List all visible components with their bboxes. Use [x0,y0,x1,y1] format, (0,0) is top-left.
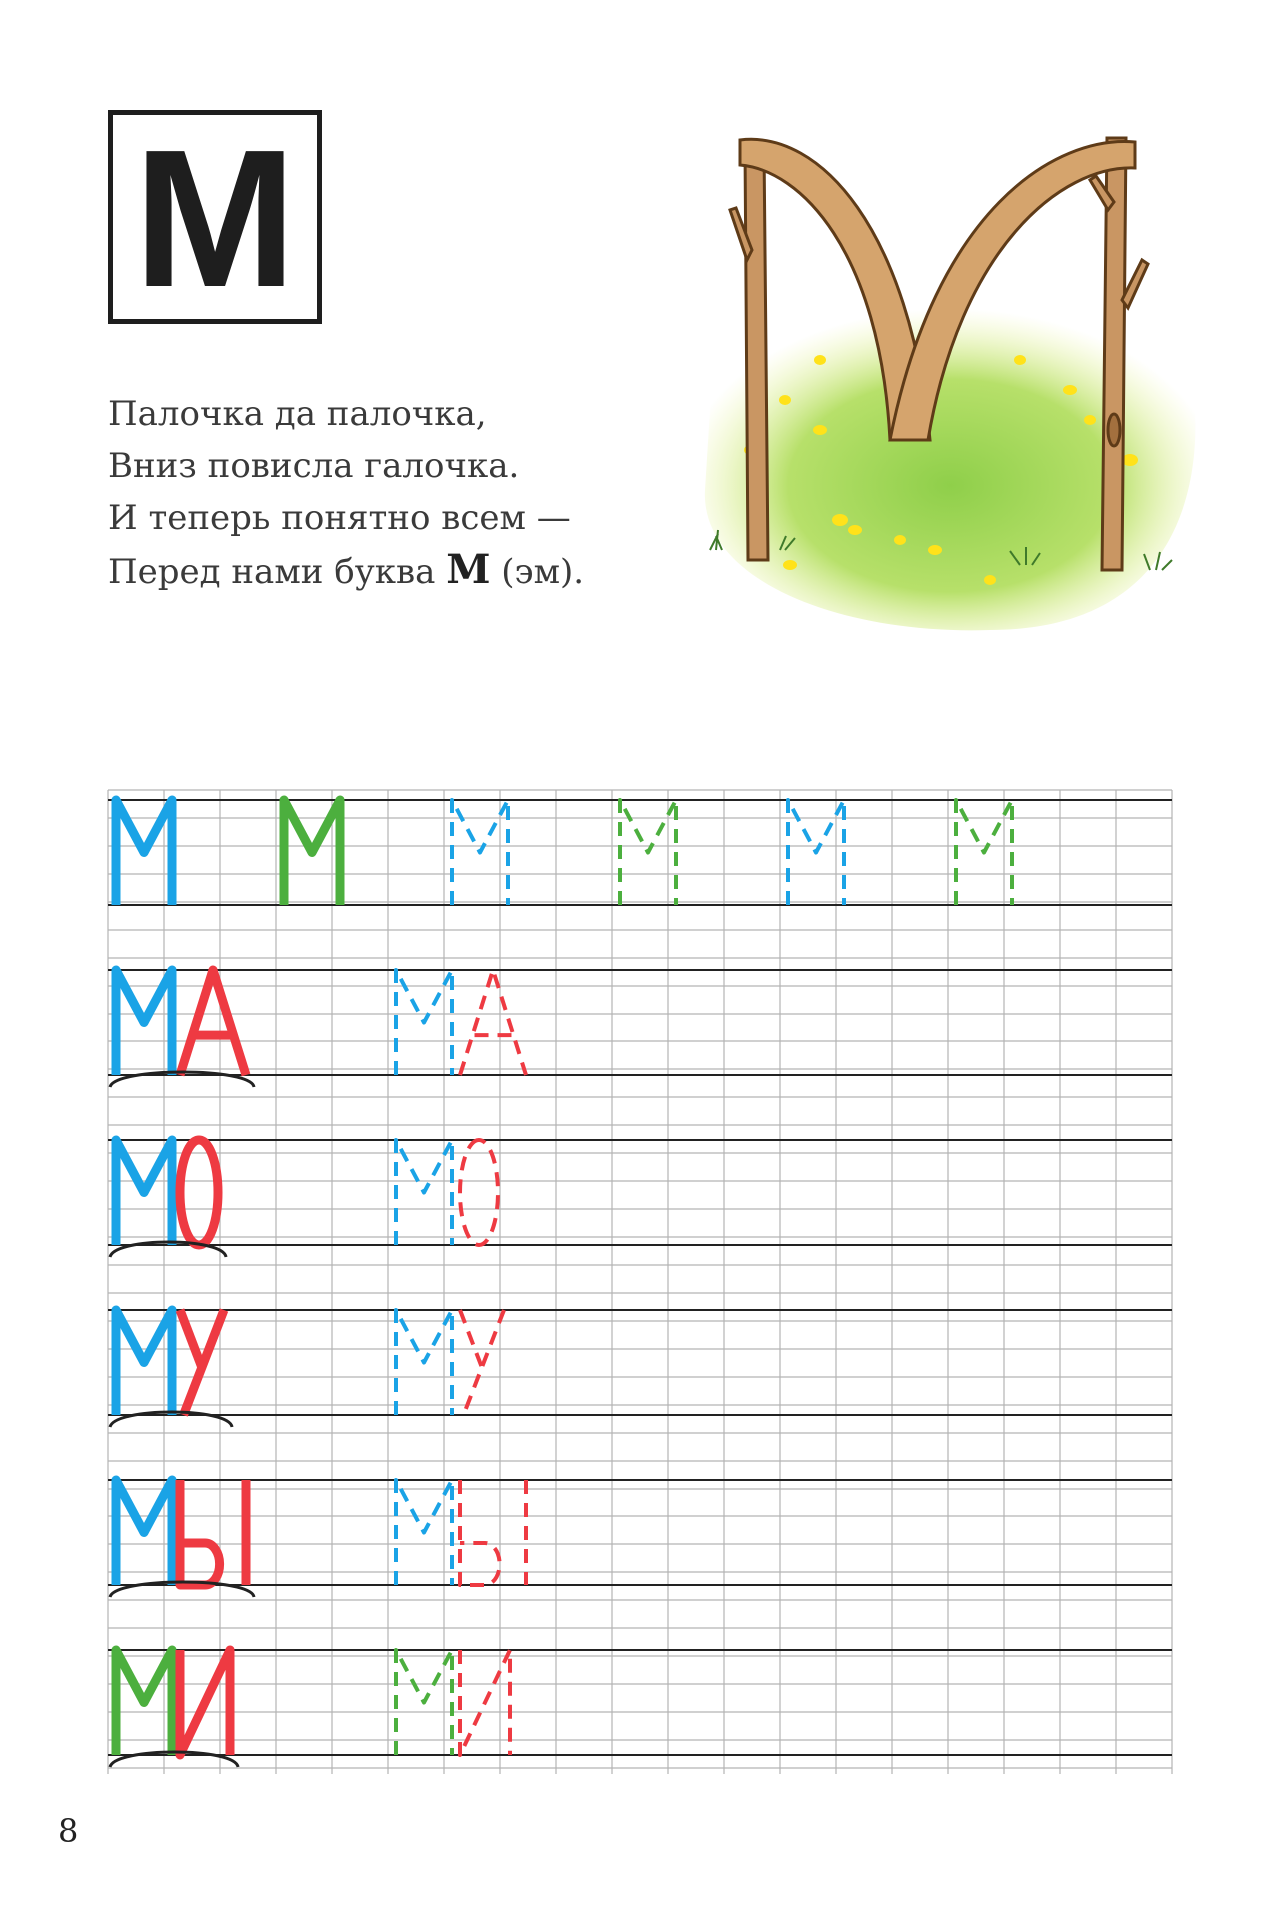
glyph-stroke [452,800,508,905]
syllable-4-2-letter-2 [460,1480,526,1585]
syllable-2-2-letter-1 [396,1140,452,1245]
glyph-stroke [460,1480,500,1585]
poem-line-4-prefix: Перед нами буква [108,552,447,592]
glyph-stroke [396,1310,452,1415]
page-number: 8 [58,1812,79,1850]
tracing-m-4 [620,800,676,905]
glyph-stroke [180,970,246,1075]
syllable-1-2-letter-1 [396,970,452,1075]
glyph-stroke [460,1140,498,1245]
glyph-stroke [180,1310,202,1368]
syllable-1-1-letter-2 [180,970,246,1075]
syllable-5-2-letter-1 [396,1650,452,1755]
glyph-stroke [184,1310,224,1415]
syllable-4-1-letter-1 [116,1480,172,1585]
letter-box [108,109,322,328]
syllable-merge-arc [110,1752,238,1767]
grid-lines [108,790,1172,1774]
glyph-stroke [116,1480,172,1585]
syllable-1-1-letter-1 [116,970,172,1075]
syllable-3-1-letter-2 [180,1310,224,1415]
letter-tracing [110,800,1012,1767]
poem-line-2: Вниз повисла галочка. [108,446,520,486]
glyph-stroke [180,1140,218,1245]
syllable-merge-arc [110,1582,254,1597]
syllable-5-2-letter-2 [460,1650,510,1755]
glyph-stroke [116,970,172,1075]
glyph-stroke [116,800,172,905]
syllable-merge-arc [110,1242,226,1257]
poem-line-1: Палочка да палочка, [108,394,487,434]
glyph-stroke [116,1310,172,1415]
syllable-2-1-letter-1 [116,1140,172,1245]
tracing-m-2 [284,800,340,905]
glyph-stroke [180,1650,230,1755]
syllable-merge-arc [110,1412,232,1427]
glyph-stroke [396,1480,452,1585]
poem-line-4-suffix: (эм). [490,552,585,592]
poem [108,388,584,598]
tracing-m-6 [956,800,1012,905]
glyph-stroke [956,800,1012,905]
glyph-stroke [180,1480,220,1585]
glyph-stroke [620,800,676,905]
glyph-stroke [788,800,844,905]
syllable-3-2-letter-1 [396,1310,452,1415]
glyph-stroke [460,970,526,1075]
syllable-5-1-letter-2 [180,1650,230,1755]
syllable-4-1-letter-2 [180,1480,246,1585]
glyph-stroke [460,1650,510,1755]
syllable-5-1-letter-1 [116,1650,172,1755]
glyph-stroke [460,1310,482,1368]
syllable-2-2-letter-2 [460,1140,498,1245]
poem-line-3: И теперь понятно всем — [108,498,571,538]
syllable-merge-arc [110,1072,254,1087]
tracing-m-1 [116,800,172,905]
glyph-stroke [396,1140,452,1245]
glyph-stroke [464,1310,504,1415]
glyph-stroke [284,800,340,905]
header-letter: М [133,109,297,328]
tracing-m-3 [452,800,508,905]
syllable-3-1-letter-1 [116,1310,172,1415]
letter-m-sticks-illustration [690,110,1210,650]
ruled-lines [108,800,1172,1755]
poem-line-4 [108,544,584,598]
glyph-stroke [116,1140,172,1245]
tracing-m-5 [788,800,844,905]
syllable-4-2-letter-1 [396,1480,452,1585]
syllable-1-2-letter-2 [460,970,526,1075]
glyph-stroke [396,1650,452,1755]
glyph-stroke [116,1650,172,1755]
syllable-2-1-letter-2 [180,1140,218,1245]
syllable-3-2-letter-2 [460,1310,504,1415]
poem-letter-m: М [446,546,491,593]
glyph-stroke [396,970,452,1075]
